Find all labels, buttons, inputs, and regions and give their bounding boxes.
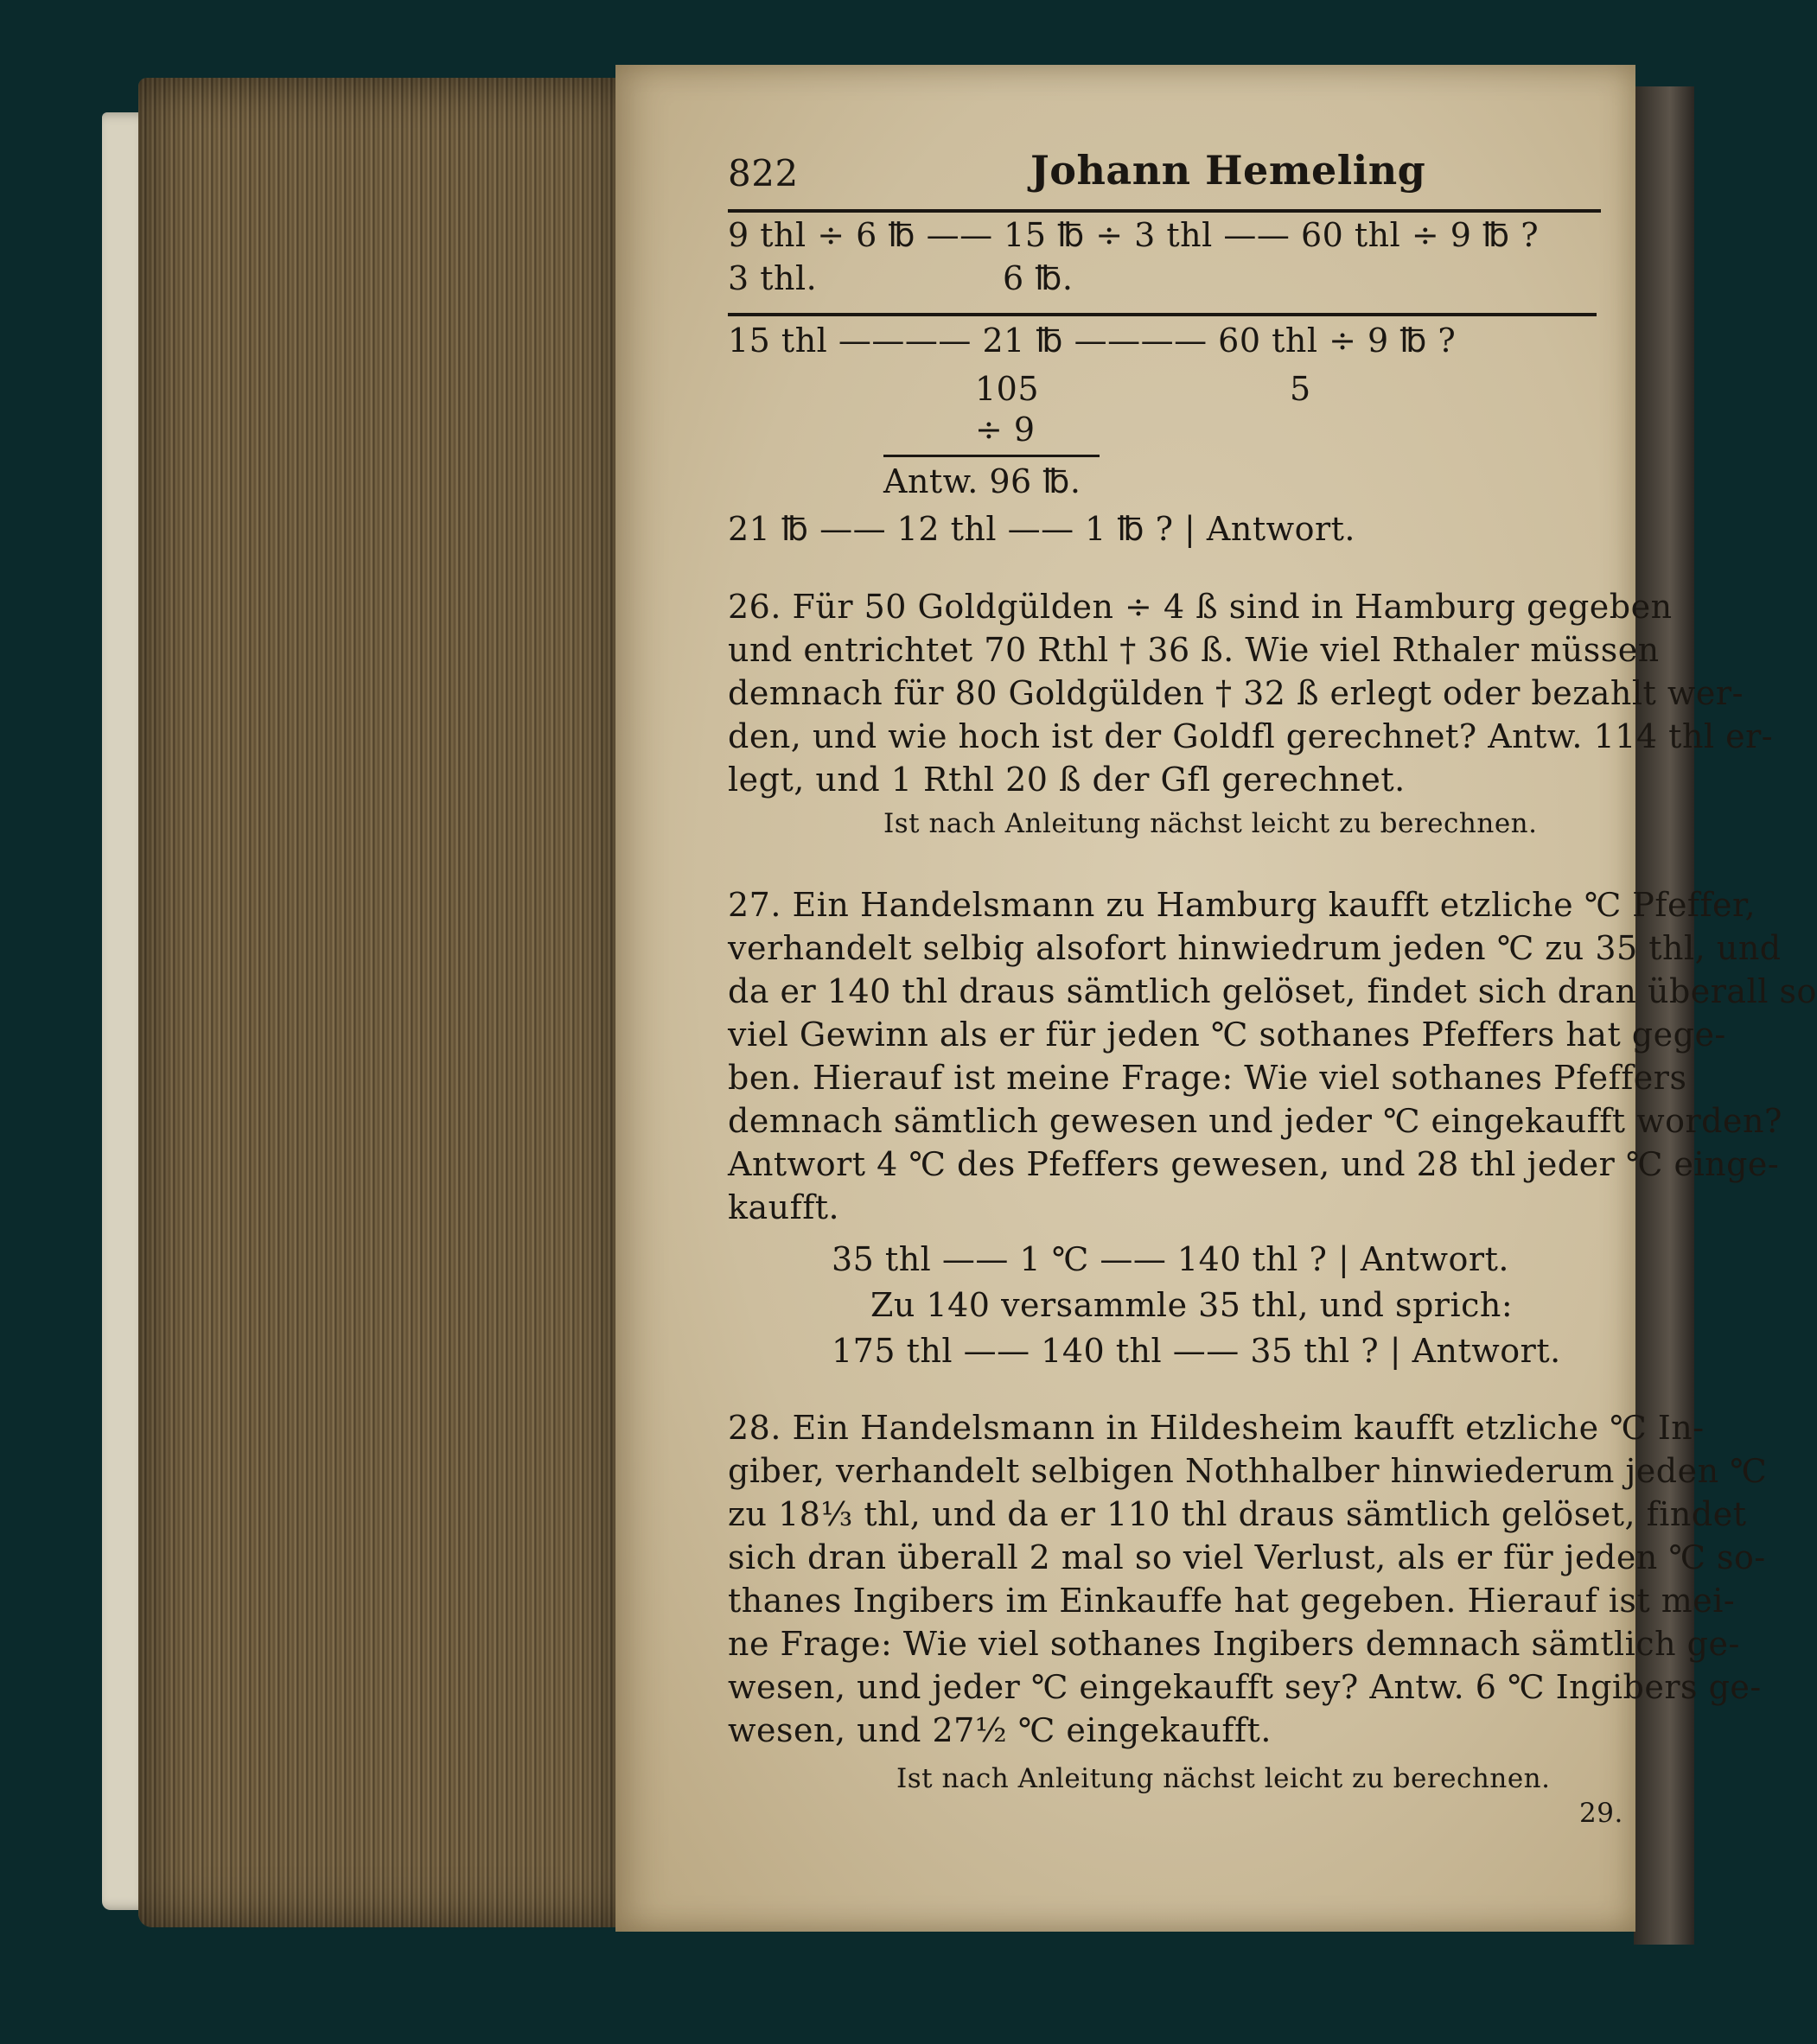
problem-28-line-8: wesen, und 27½ ℃ eingekaufft. (728, 1711, 1272, 1749)
example-b-answer: Antw. 96 ℔. (883, 462, 1081, 500)
problem-26-note: Ist nach Anleitung nächst leicht zu berechnen. (883, 808, 1538, 839)
problem-28-line-5: thanes Ingibers im Einkauffe hat gegeben. Hierauf ist mei- (728, 1582, 1736, 1620)
problem-28-line-1: 28. Ein Handelsmann in Hildesheim kaufft etzliche ℃ In- (728, 1409, 1705, 1447)
example-b-row2-right: 5 (1290, 370, 1311, 408)
problem-27-calc-2: Zu 140 versammle 35 thl, und sprich: (870, 1286, 1514, 1324)
problem-27-line-4: viel Gewinn als er für jeden ℃ sothanes Pfeffers hat gege- (728, 1016, 1726, 1054)
problem-27-line-3: da er 140 thl draus sämtlich gelöset, findet sich dran überall so (728, 972, 1817, 1010)
problem-26-line-2: und entrichtet 70 Rthl † 36 ß. Wie viel Rthaler müssen (728, 631, 1660, 669)
problem-27-line-5: ben. Hierauf ist meine Frage: Wie viel sothanes Pfeffers (728, 1059, 1687, 1097)
problem-27-calc-3: 175 thl —— 140 thl —— 35 thl ? | Antwort. (832, 1332, 1561, 1370)
example-b-row1: 15 thl ———— 21 ℔ ———— 60 thl ÷ 9 ℔ ? (728, 322, 1457, 360)
problem-26-line-1: 26. Für 50 Goldgülden ÷ 4 ß sind in Hamburg gegeben (728, 588, 1673, 626)
problem-26-line-4: den, und wie hoch ist der Goldfl gerechnet? Antw. 114 thl er- (728, 717, 1774, 755)
example-a-rule (728, 313, 1597, 316)
example-a-row2-left: 3 thl. (728, 259, 818, 297)
problem-28-line-3: zu 18⅓ thl, und da er 110 thl draus sämtlich gelöset, findet (728, 1495, 1747, 1533)
page-number: 822 (728, 152, 799, 194)
catchword: 29. (1579, 1798, 1623, 1829)
problem-28-line-4: sich dran überall 2 mal so viel Verlust, als er für jeden ℃ so- (728, 1538, 1766, 1576)
problem-27-line-2: verhandelt selbig alsofort hinwiedrum jeden ℃ zu 35 thl, und (728, 929, 1782, 967)
example-b-check: 21 ℔ —— 12 thl —— 1 ℔ ? | Antwort. (728, 510, 1356, 548)
problem-27-line-6: demnach sämtlich gewesen und jeder ℃ eingekaufft worden? (728, 1102, 1782, 1140)
header-rule (728, 209, 1601, 213)
problem-28-line-6: ne Frage: Wie viel sothanes Ingibers demnach sämtlich ge- (728, 1625, 1740, 1663)
problem-28-line-7: wesen, und jeder ℃ eingekaufft sey? Antw. 6 ℃ Ingibers ge- (728, 1668, 1762, 1706)
problem-26-line-5: legt, und 1 Rthl 20 ß der Gfl gerechnet. (728, 761, 1406, 799)
problem-26-line-3: demnach für 80 Goldgülden † 32 ß erlegt oder bezahlt wer- (728, 674, 1744, 712)
running-title: Johann Hemeling (1030, 147, 1426, 194)
problem-28-note: Ist nach Anleitung nächst leicht zu berechnen. (896, 1763, 1551, 1794)
problem-27-line-8: kaufft. (728, 1188, 840, 1226)
problem-28-line-2: giber, verhandelt selbigen Nothhalber hinwiederum jeden ℃ (728, 1452, 1768, 1490)
example-b-row3: ÷ 9 (975, 411, 1036, 449)
example-b-sum-rule (883, 455, 1100, 457)
example-a-row1: 9 thl ÷ 6 ℔ —— 15 ℔ ÷ 3 thl —— 60 thl ÷ 9 ℔ ? (728, 216, 1540, 254)
example-a-row2-mid: 6 ℔. (1003, 259, 1074, 297)
example-b-row2-mid: 105 (975, 370, 1040, 408)
problem-27-calc-1: 35 thl —— 1 ℃ —— 140 thl ? | Antwort. (832, 1240, 1509, 1278)
page-stack-fore-edge (138, 78, 622, 1927)
problem-27-line-7: Antwort 4 ℃ des Pfeffers gewesen, und 28 thl jeder ℃ einge- (728, 1145, 1780, 1183)
problem-27-line-1: 27. Ein Handelsmann zu Hamburg kaufft etzliche ℃ Pfeffer, (728, 886, 1756, 924)
